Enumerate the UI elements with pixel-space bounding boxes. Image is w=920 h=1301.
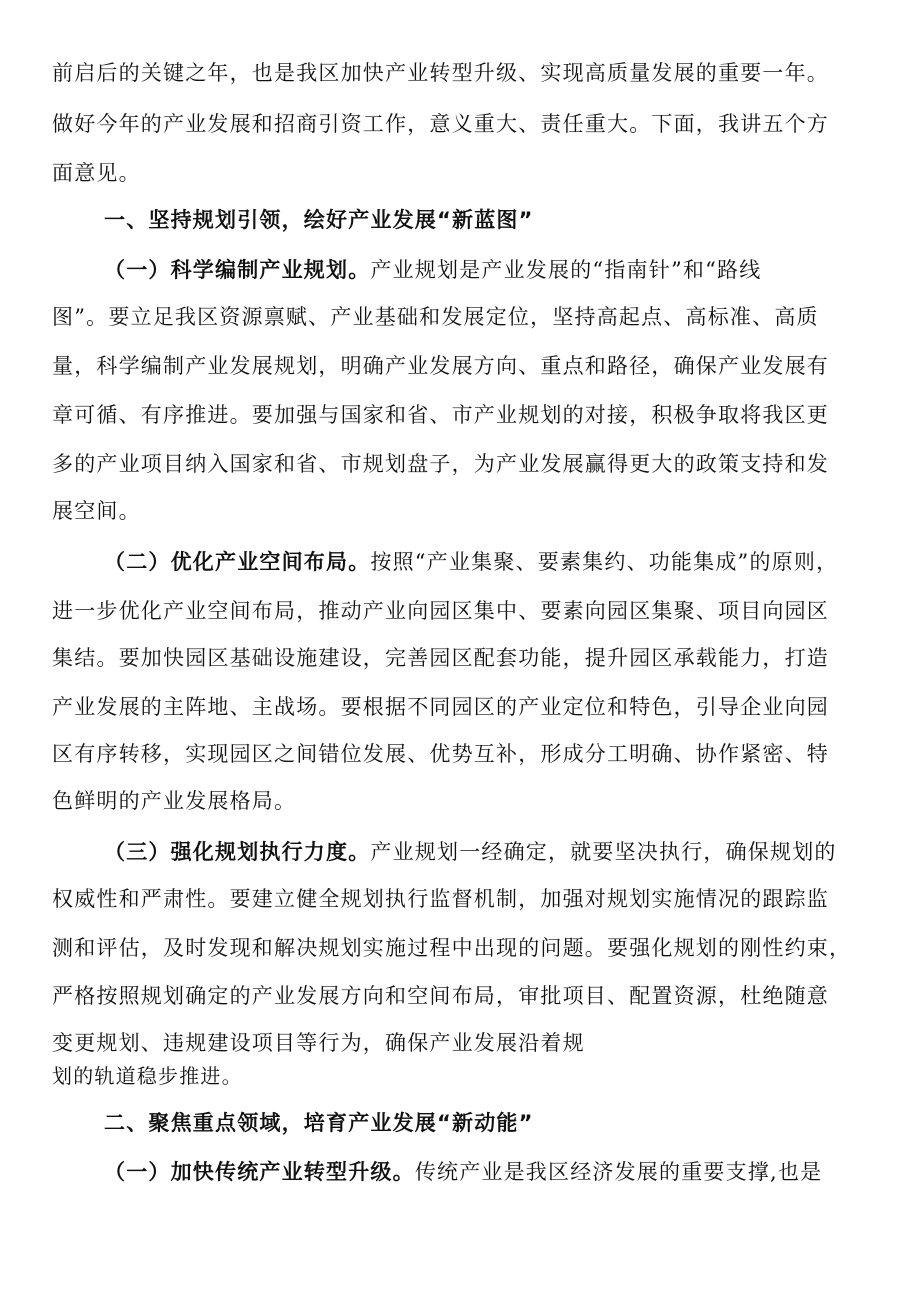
paragraph-line: 前启后的关键之年，也是我区加快产业转型升级、实现高质量发展的重要一年。: [52, 61, 829, 85]
paragraph-line: 划的轨道稳步推进。: [52, 1064, 243, 1088]
item-lead: （一）加快传统产业转型升级。: [104, 1160, 415, 1184]
item-text: 按照“产业集聚、要素集约、功能集成”的原则，: [370, 550, 839, 574]
paragraph-line: 色鲜明的产业发展格局。: [52, 789, 297, 813]
paragraph-line: 量，科学编制产业发展规划，明确产业发展方向、重点和路径，确保产业发展有: [52, 354, 829, 378]
item-lead: （二）优化产业空间布局。: [104, 550, 371, 574]
item-lead: （一）科学编制产业规划。: [104, 258, 371, 282]
paragraph-line: [104, 1158, 822, 1186]
paragraph-line: [104, 548, 838, 576]
paragraph-line: 权威性和严肃性。要建立健全规划执行监督机制，加强对规划实施情况的跟踪监: [52, 887, 829, 911]
paragraph-line: 严格按照规划确定的产业发展方向和空间布局，审批项目、配置资源，杜绝随意: [52, 984, 829, 1008]
item-text: 产业规划一经确定，就要坚决执行，确保规划的: [370, 840, 837, 864]
item-lead: （三）强化规划执行力度。: [104, 840, 371, 864]
paragraph-line: 集结。要加快园区基础设施建设，完善园区配套功能，提升园区承载能力，打造: [52, 646, 829, 670]
paragraph-line: 产业发展的主阵地、主战场。要根据不同园区的产业定位和特色，引导企业向园: [52, 695, 829, 719]
section-heading-2: 二、聚焦重点领域，培育产业发展“新动能”: [104, 1111, 534, 1135]
paragraph-line: 测和评估，及时发现和解决规划实施过程中出现的问题。要强化规划的刚性约束，: [52, 936, 852, 960]
paragraph-line: [104, 256, 761, 284]
paragraph-line: 多的产业项目纳入国家和省、市规划盘子，为产业发展赢得更大的政策支持和发: [52, 452, 829, 476]
paragraph-line: [104, 838, 837, 866]
paragraph-line: 展空间。: [52, 499, 141, 523]
paragraph-line: 变更规划、违规建设项目等行为，确保产业发展沿着规: [52, 1031, 585, 1055]
paragraph-line: 面意见。: [52, 161, 141, 185]
paragraph-line: 做好今年的产业发展和招商引资工作，意义重大、责任重大。下面，我讲五个方: [52, 112, 829, 136]
paragraph-line: 图”。要立足我区资源禀赋、产业基础和发展定位，坚持高起点、高标准、高质: [52, 305, 819, 329]
paragraph-line: 区有序转移，实现园区之间错位发展、优势互补，形成分工明确、协作紧密、特: [52, 742, 829, 766]
section-heading-1: 一、坚持规划引领，绘好产业发展“新蓝图”: [104, 208, 534, 232]
item-text: 产业规划是产业发展的“指南针”和“路线: [370, 258, 762, 282]
item-text: 传统产业是我区经济发展的重要支撑,也是: [414, 1160, 823, 1184]
paragraph-line: 章可循、有序推进。要加强与国家和省、市产业规划的对接，积极争取将我区更: [52, 403, 829, 427]
paragraph-line: 进一步优化产业空间布局，推动产业向园区集中、要素向园区集聚、项目向园区: [52, 599, 829, 623]
